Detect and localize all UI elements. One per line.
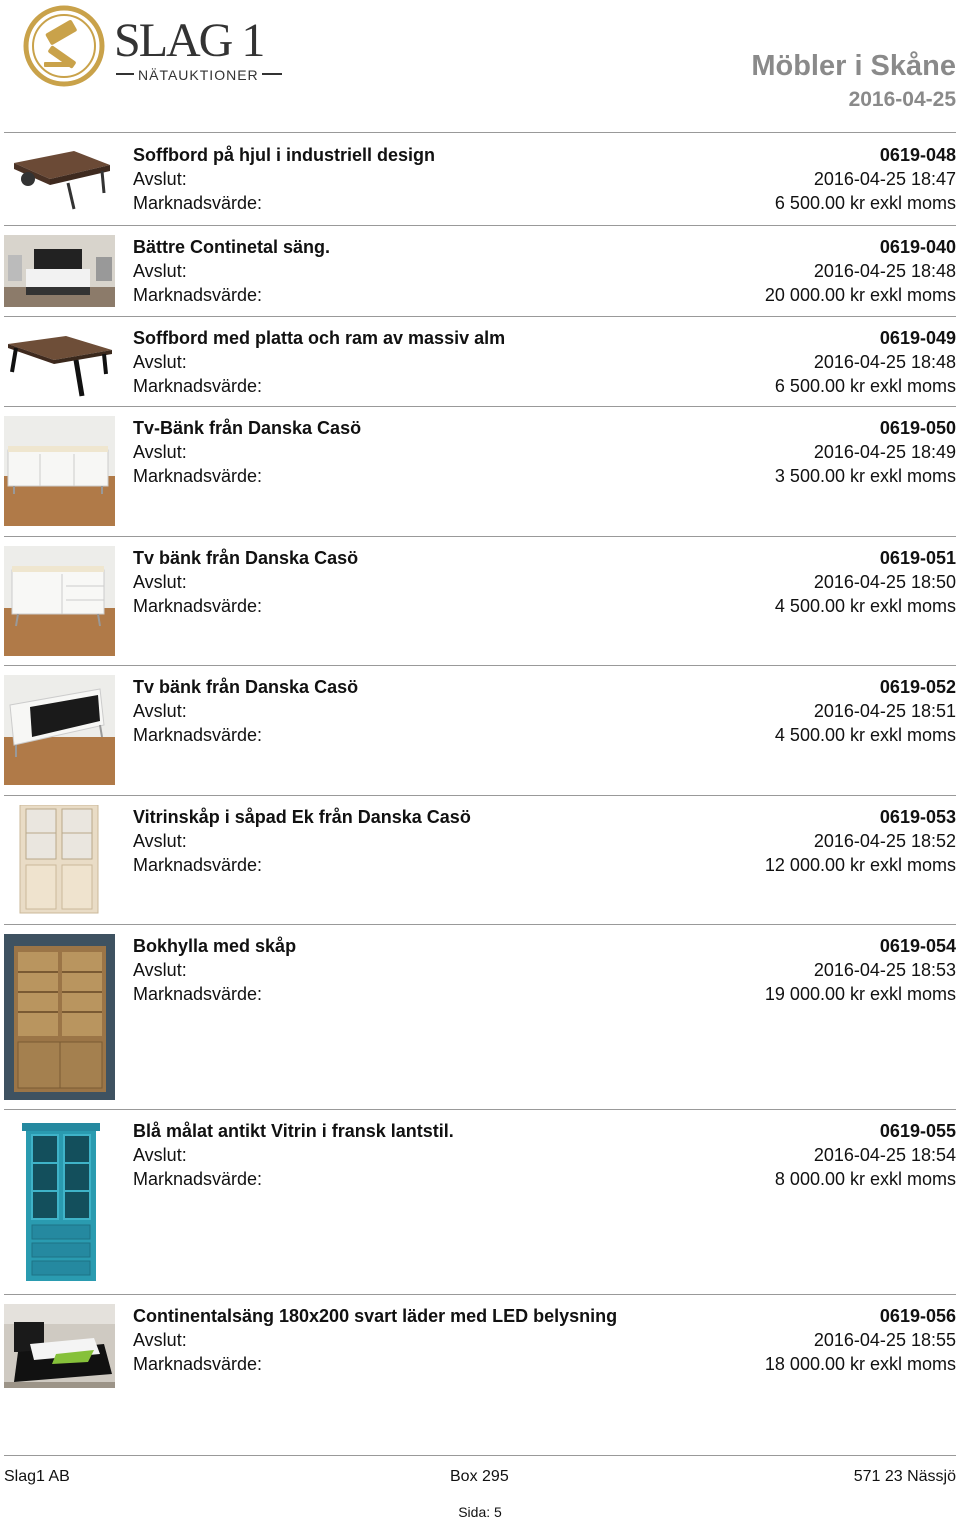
display-cabinet-image	[4, 805, 115, 915]
end-time: 2016-04-25 18:47	[813, 169, 956, 189]
list-item	[4, 805, 956, 915]
end-time: 2016-04-25 18:53	[813, 960, 956, 980]
item-title: Tv bänk från Danska Casö	[133, 677, 359, 697]
market-value: 3 500.00 kr exkl moms	[774, 466, 956, 486]
lot-number: 0619-054	[879, 936, 956, 956]
end-label: Avslut:	[133, 701, 187, 721]
end-label: Avslut:	[133, 169, 187, 189]
lot-number: 0619-049	[879, 328, 956, 348]
market-value-label: Marknadsvärde:	[133, 376, 263, 396]
market-value-label: Marknadsvärde:	[133, 193, 263, 213]
item-title: Soffbord på hjul i industriell design	[133, 145, 436, 165]
item-divider	[4, 1294, 956, 1295]
market-value: 6 500.00 kr exkl moms	[774, 193, 956, 213]
end-label: Avslut:	[133, 831, 187, 851]
page-number: Sida: 5	[458, 1504, 502, 1520]
end-label: Avslut:	[133, 1145, 187, 1165]
svg-text:NÄTAUKTIONER: NÄTAUKTIONER	[138, 67, 259, 83]
lot-number: 0619-055	[879, 1121, 956, 1141]
item-title: Tv-Bänk från Danska Casö	[133, 418, 362, 438]
end-time: 2016-04-25 18:49	[813, 442, 956, 462]
lot-number: 0619-051	[879, 548, 956, 568]
market-value-label: Marknadsvärde:	[133, 984, 263, 1004]
bed-image	[4, 1304, 115, 1388]
lot-number: 0619-048	[879, 145, 956, 165]
item-title: Soffbord med platta och ram av massiv alm	[133, 328, 506, 348]
footer-box: Box 295	[450, 1468, 509, 1485]
end-label: Avslut:	[133, 261, 187, 281]
market-value: 12 000.00 kr exkl moms	[764, 855, 956, 875]
footer-city: 571 23 Nässjö	[853, 1468, 956, 1485]
page-date: 2016-04-25	[848, 88, 956, 111]
item-divider	[4, 1109, 956, 1110]
item-divider	[4, 665, 956, 666]
market-value: 18 000.00 kr exkl moms	[764, 1354, 956, 1374]
end-time: 2016-04-25 18:51	[813, 701, 956, 721]
lot-number: 0619-050	[879, 418, 956, 438]
end-label: Avslut:	[133, 1330, 187, 1350]
end-time: 2016-04-25 18:50	[813, 572, 956, 592]
slag1-logo	[22, 4, 292, 90]
end-label: Avslut:	[133, 442, 187, 462]
market-value-label: Marknadsvärde:	[133, 725, 263, 745]
market-value-label: Marknadsvärde:	[133, 466, 263, 486]
footer-divider	[4, 1455, 956, 1456]
end-label: Avslut:	[133, 572, 187, 592]
coffee-table-image	[4, 326, 115, 398]
header-divider	[4, 132, 956, 133]
market-value-label: Marknadsvärde:	[133, 1169, 263, 1189]
market-value: 4 500.00 kr exkl moms	[774, 725, 956, 745]
item-divider	[4, 406, 956, 407]
bed-image	[4, 235, 115, 307]
end-time: 2016-04-25 18:54	[813, 1145, 956, 1165]
lot-number: 0619-052	[879, 677, 956, 697]
vitrine-image	[4, 1119, 115, 1285]
market-value: 4 500.00 kr exkl moms	[774, 596, 956, 616]
item-divider	[4, 316, 956, 317]
market-value: 6 500.00 kr exkl moms	[774, 376, 956, 396]
list-item	[4, 1119, 956, 1287]
page-title: Möbler i Skåne	[751, 50, 956, 82]
market-value-label: Marknadsvärde:	[133, 285, 263, 305]
end-time: 2016-04-25 18:48	[813, 261, 956, 281]
lot-number: 0619-040	[879, 237, 956, 257]
market-value-label: Marknadsvärde:	[133, 596, 263, 616]
end-time: 2016-04-25 18:48	[813, 352, 956, 372]
tv-bench-image	[4, 675, 115, 785]
coffee-table-image	[4, 143, 115, 213]
end-label: Avslut:	[133, 352, 187, 372]
list-item	[4, 934, 956, 1102]
item-title: Bokhylla med skåp	[133, 936, 297, 956]
item-title: Tv bänk från Danska Casö	[133, 548, 359, 568]
tv-bench-image	[4, 546, 115, 656]
market-value: 8 000.00 kr exkl moms	[774, 1169, 956, 1189]
list-item	[4, 235, 956, 315]
list-item	[4, 326, 956, 406]
end-time: 2016-04-25 18:52	[813, 831, 956, 851]
market-value-label: Marknadsvärde:	[133, 1354, 263, 1374]
tv-bench-image	[4, 416, 115, 526]
list-item	[4, 416, 956, 526]
item-divider	[4, 536, 956, 537]
svg-text:SLAG 1: SLAG 1	[114, 14, 264, 67]
list-item	[4, 1304, 956, 1390]
item-divider	[4, 795, 956, 796]
item-title: Continentalsäng 180x200 svart läder med LED belysning	[133, 1306, 618, 1326]
list-item	[4, 675, 956, 785]
bookcase-image	[4, 934, 115, 1100]
market-value: 19 000.00 kr exkl moms	[764, 984, 956, 1004]
list-item	[4, 143, 956, 223]
market-value-label: Marknadsvärde:	[133, 855, 263, 875]
item-title: Blå målat antikt Vitrin i fransk lantstil.	[133, 1121, 454, 1141]
item-divider	[4, 924, 956, 925]
list-item	[4, 546, 956, 656]
market-value: 20 000.00 kr exkl moms	[764, 285, 956, 305]
lot-number: 0619-056	[879, 1306, 956, 1326]
item-divider	[4, 225, 956, 226]
end-label: Avslut:	[133, 960, 187, 980]
item-title: Bättre Continetal säng.	[133, 237, 331, 257]
item-title: Vitrinskåp i såpad Ek från Danska Casö	[133, 807, 471, 827]
footer-company: Slag1 AB	[4, 1468, 70, 1485]
lot-number: 0619-053	[879, 807, 956, 827]
end-time: 2016-04-25 18:55	[813, 1330, 956, 1350]
